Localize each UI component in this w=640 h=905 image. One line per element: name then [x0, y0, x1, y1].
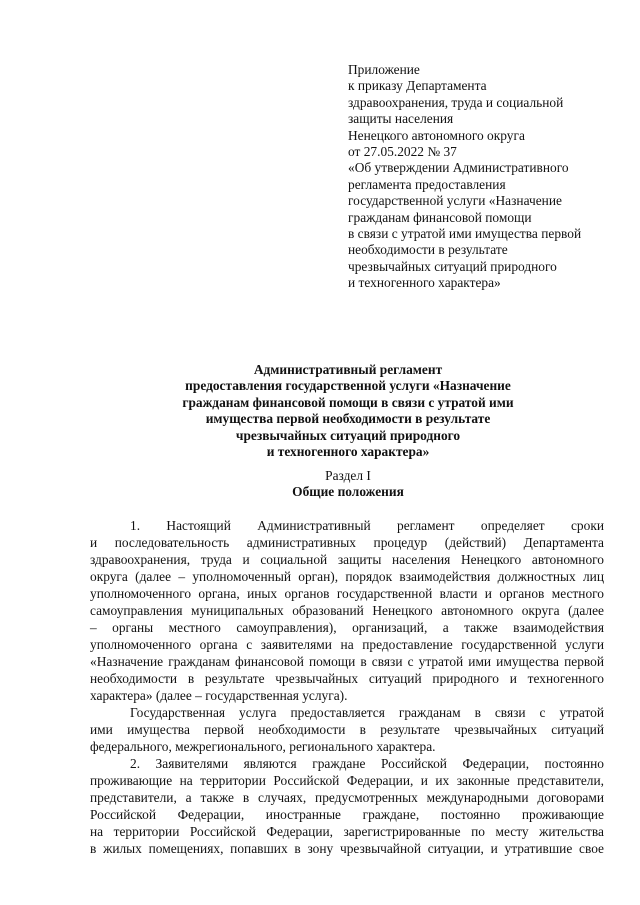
body-line: «Назначение гражданам финансовой помощи в связи с утратой ими имущества первой: [90, 654, 604, 669]
section-name: Общие положения: [292, 484, 404, 500]
appendix-line: Приложение: [348, 62, 420, 77]
appendix-line: государственной услуги «Назначение: [348, 193, 562, 209]
body-line: необходимости в результате чрезвычайных ситуаций природного и техногенного: [90, 671, 604, 686]
appendix-line: «Об утверждении Административного: [348, 160, 569, 176]
title-line: чрезвычайных ситуаций природного: [235, 427, 461, 443]
body-line: округа (далее – уполномоченный орган), порядок взаимодействия должностных лиц: [90, 569, 604, 584]
appendix-line: к приказу Департамента: [348, 78, 487, 94]
appendix-line: регламента предоставления: [348, 176, 506, 192]
body-line: представители, а также в случаях, предусмотренных международными договорами: [90, 790, 604, 805]
appendix-line: от 27.05.2022 № 37: [348, 144, 457, 160]
title-line: имущества первой необходимости в результате: [205, 411, 491, 427]
document-title: [90, 362, 606, 460]
appendix-line: и техногенного характера»: [348, 275, 501, 291]
title-line: и техногенного характера»: [266, 444, 430, 460]
title-line: предоставления государственной услуги «Назначение: [185, 378, 511, 394]
appendix-line: защиты населения: [348, 111, 454, 127]
appendix-block: [348, 62, 608, 292]
appendix-line: в связи с утратой ими имущества первой: [348, 226, 582, 242]
body-line: уполномоченного органа, иных органов государственной власти и органов местного: [90, 586, 604, 601]
section-heading: [90, 468, 606, 501]
appendix-line: гражданам финансовой помощи: [348, 209, 532, 225]
body-line: проживающие на территории Российской Федерации, и их законные представители,: [90, 773, 604, 788]
body-line: самоуправления муниципальных образований Ненецкого автономного округа (далее: [90, 603, 604, 618]
body-line: характера» (далее – государственная услуга).: [90, 688, 348, 703]
title-line: гражданам финансовой помощи в связи с утратой ими: [182, 394, 514, 410]
body-line: ими имущества первой необходимости в результате чрезвычайных ситуаций: [90, 722, 604, 737]
body-line: – органы местного самоуправления), организаций, а также взаимодействия: [90, 620, 604, 635]
appendix-line: здравоохранения, труда и социальной: [348, 94, 564, 110]
title-line: Административный регламент: [253, 362, 443, 377]
appendix-line: чрезвычайных ситуаций природного: [348, 258, 557, 274]
section-number: Раздел I: [325, 468, 371, 483]
body-line: на территории Российской Федерации, зарегистрированные по месту жительства: [90, 824, 604, 839]
body-line: Государственная услуга предоставляется гражданам в связи с утратой: [130, 705, 604, 720]
body-line: Российской Федерации, иностранные граждане, постоянно проживающие: [90, 807, 604, 822]
body-line: в жилых помещениях, попавших в зону чрезвычайной ситуации, и утратившие свое: [90, 841, 604, 856]
body-line: здравоохранения, труда и социальной защиты населения Ненецкого автономного: [90, 552, 604, 567]
appendix-line: Ненецкого автономного округа: [348, 127, 525, 143]
body-line: федерального, межрегионального, регионального характера.: [90, 739, 436, 754]
body-line: уполномоченного органа с заявителями на предоставление государственной услуги: [90, 637, 604, 652]
body-line: 1. Настоящий Административный регламент определяет сроки: [130, 518, 604, 533]
document-body: [90, 517, 604, 857]
body-line: и последовательность административных процедур (действий) Департамента: [90, 535, 604, 550]
appendix-line: необходимости в результате: [348, 242, 508, 258]
body-line: 2. Заявителями являются граждане Российской Федерации, постоянно: [130, 756, 604, 771]
